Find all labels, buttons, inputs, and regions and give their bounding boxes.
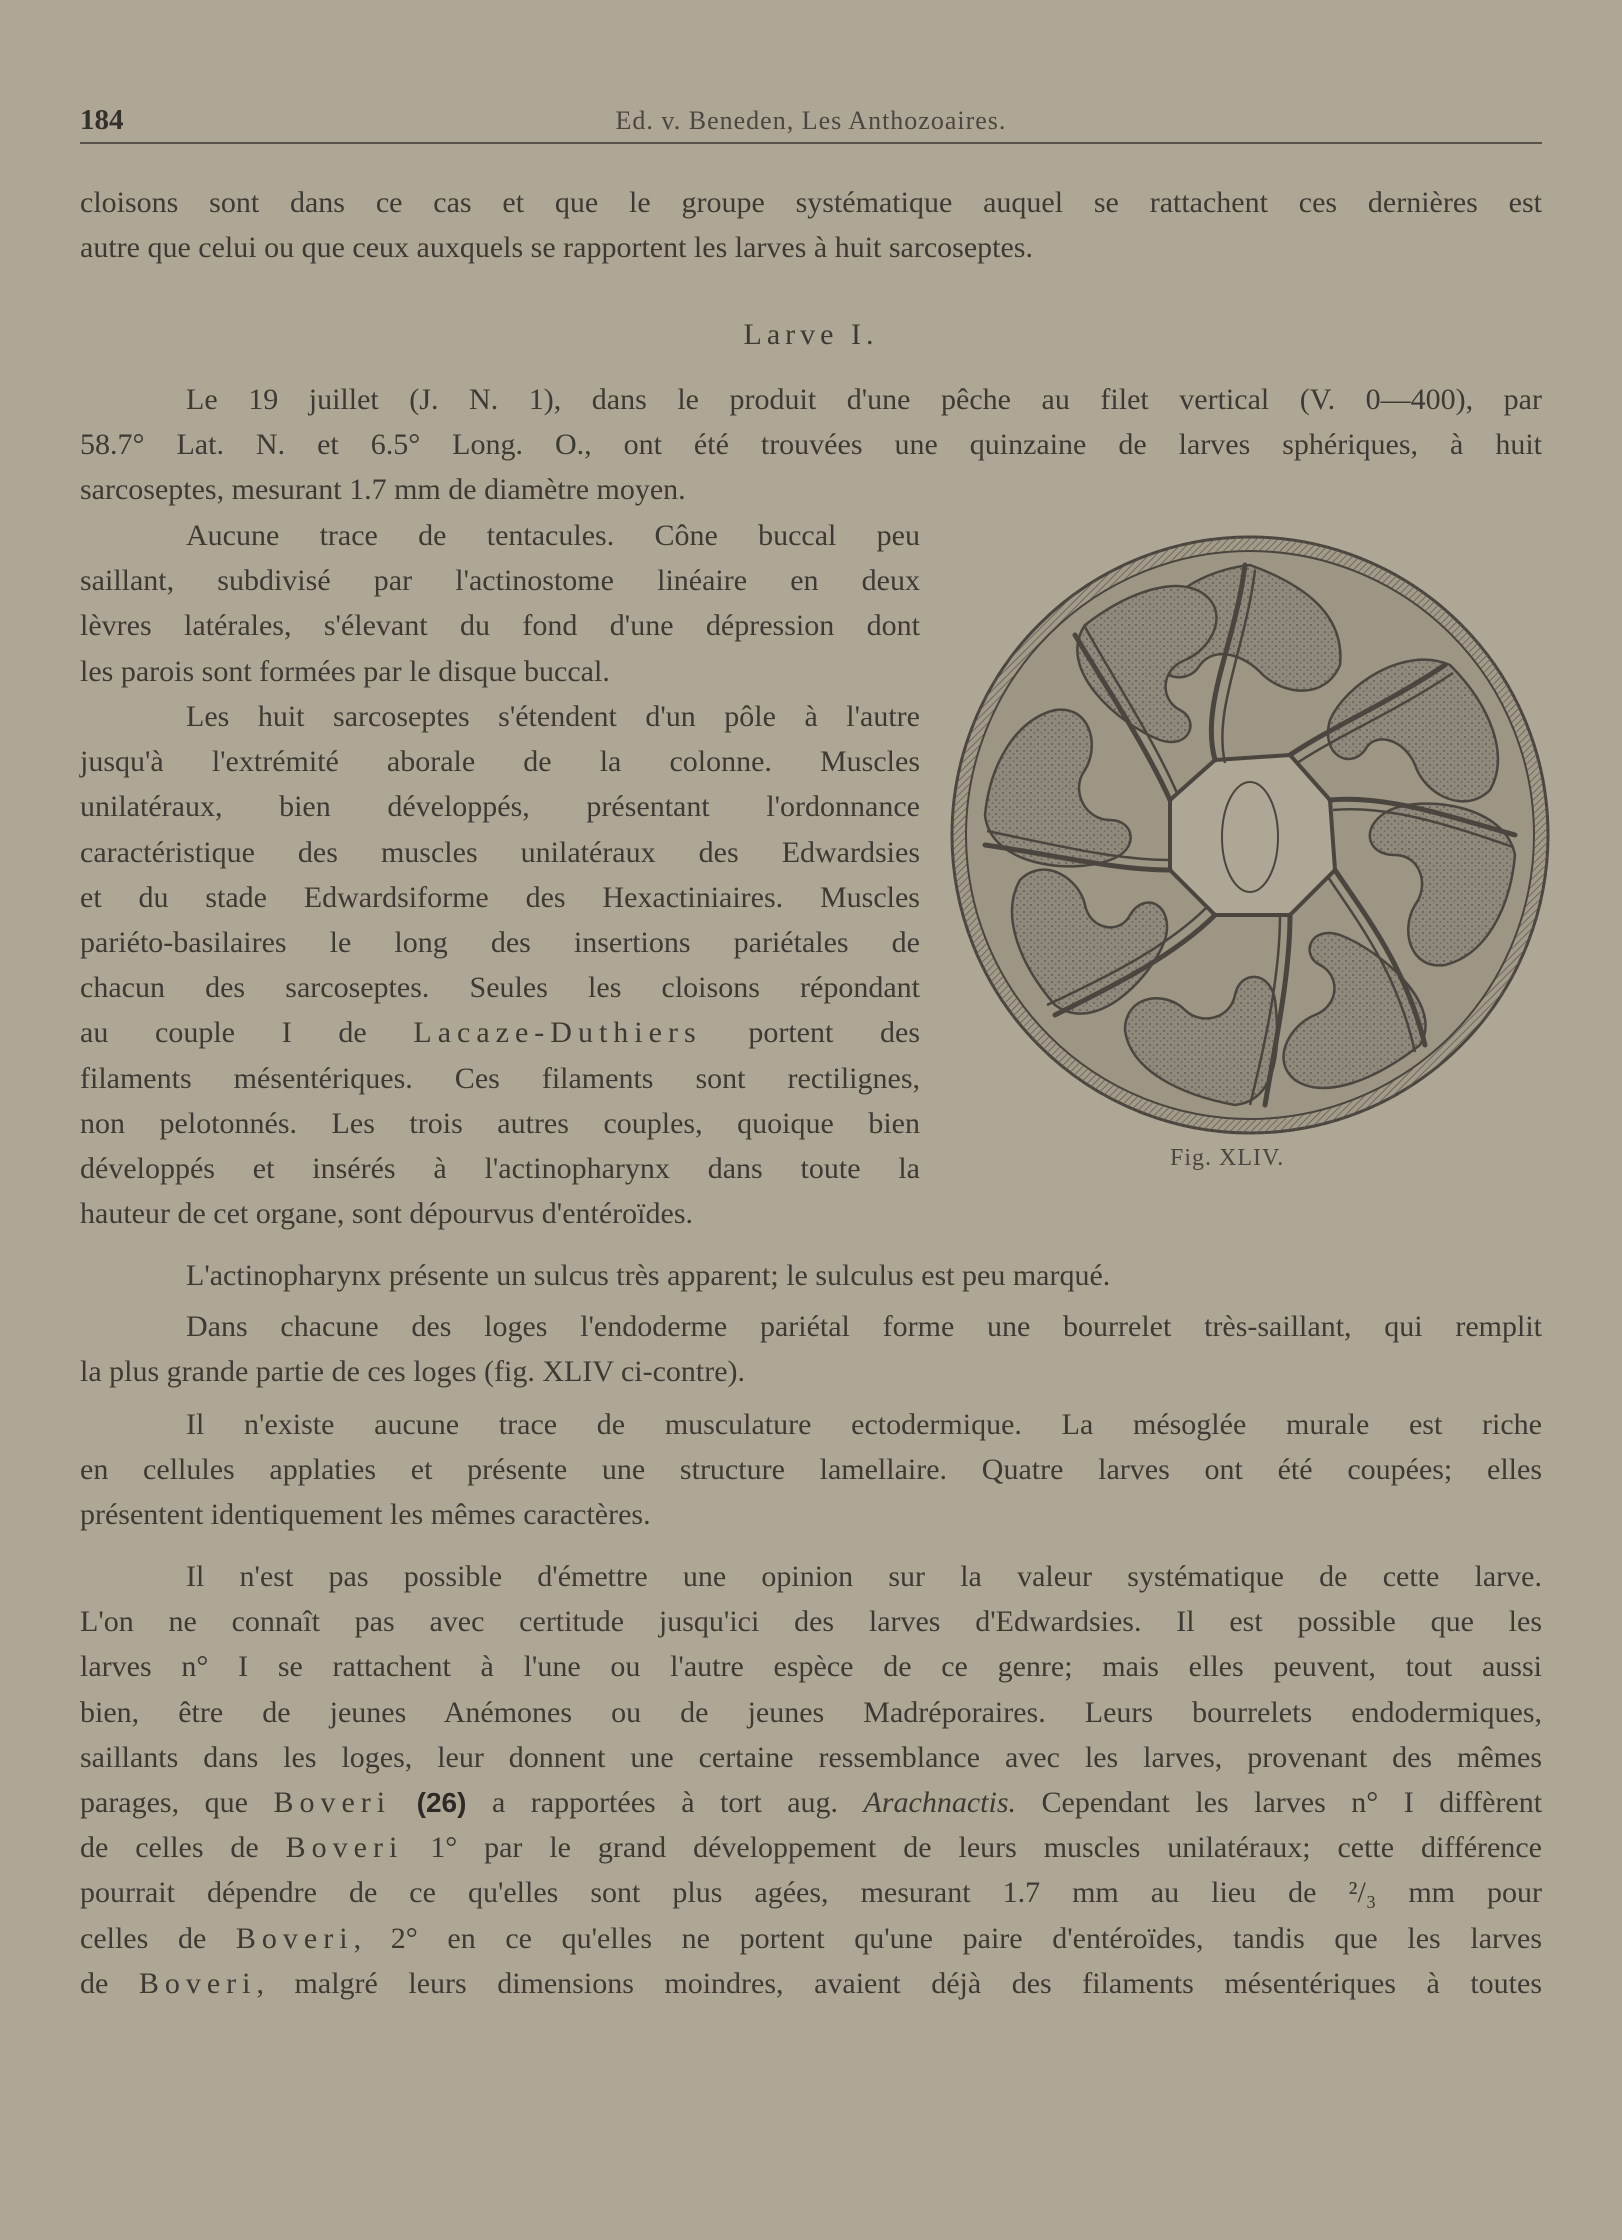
text-segment: , malgré leurs dimensions moindres, avaient déjà des filaments mésentériques à toutes — [256, 1966, 1543, 2000]
text-line: caractéristique des muscles unilatéraux des Edwardsies — [80, 835, 920, 869]
intro-paragraph — [80, 180, 1542, 270]
text-segment: celles de — [80, 1921, 207, 1955]
text-segment: au couple I de — [80, 1016, 367, 1050]
text-segment: parages, que — [80, 1786, 248, 1820]
larva-cross-section-icon — [945, 525, 1557, 1137]
paragraph-actinopharynx — [80, 1253, 1542, 1298]
text-line — [80, 1780, 1542, 1825]
paragraph-endoderm — [80, 1304, 1542, 1394]
text-segment: de — [80, 1966, 109, 2000]
text-line: lèvres latérales, s'élevant du fond d'une dépression dont — [80, 609, 920, 643]
text-line: Il n'existe aucune trace de musculature ectodermique. La mésoglée murale est riche — [186, 1408, 1542, 1441]
text-line: unilatéraux, bien développés, présentant l'ordonnance — [80, 790, 920, 824]
text-segment: , 2° en ce qu'elles ne portent qu'une paire d'entéroïdes, tandis que les larves — [353, 1921, 1542, 1955]
figure-caption: Fig. XLIV. — [1170, 1145, 1285, 1171]
text-line: L'actinopharynx présente un sulcus très apparent; le sulculus est peu marqué. — [186, 1259, 1111, 1292]
text-line: cloisons sont dans ce cas et que le groupe systématique auquel se rattachent ces dernières est — [80, 186, 1542, 219]
text-line: L'on ne connaît pas avec certitude jusqu'ici des larves d'Edwardsies. Il est possible que les — [80, 1605, 1542, 1639]
text-line — [80, 1825, 1542, 1870]
text-line: autre que celui ou que ceux auxquels se rapportent les larves à huit sarcoseptes. — [80, 231, 1033, 265]
text-line: non pelotonnés. Les trois autres couples, quoique bien — [80, 1106, 920, 1140]
text-line: bien, être de jeunes Anémones ou de jeunes Madréporaires. Leurs bourrelets endodermiques, — [80, 1695, 1542, 1729]
figure-xliv — [945, 525, 1557, 1137]
author-name: Lacaze-Duthiers — [413, 1016, 702, 1050]
text-segment: pourrait dépendre de ce qu'elles sont plus agées, mesurant 1.7 mm au lieu de — [80, 1876, 1317, 1910]
text-line: développés et insérés à l'actinopharynx dans toute la — [80, 1152, 920, 1186]
paragraph-musculature — [80, 1402, 1542, 1538]
author-name: Boveri — [138, 1966, 257, 2000]
text-line: Le 19 juillet (J. N. 1), dans le produit d'une pêche au filet vertical (V. 0—400), par — [186, 383, 1542, 416]
text-segment: Cependant les larves n° I diffèrent — [1041, 1786, 1543, 1820]
text-line: 58.7° Lat. N. et 6.5° Long. O., ont été trouvées une quinzaine de larves sphériques, à huit — [80, 428, 1542, 462]
text-line: saillant, subdivisé par l'actinostome linéaire en deux — [80, 564, 920, 598]
paragraph-systematic-value — [80, 1554, 1542, 2006]
text-line: hauteur de cet organe, sont dépourvus d'entéroïdes. — [80, 1197, 693, 1231]
text-line: présentent identiquement les mêmes caractères. — [80, 1498, 651, 1532]
text-line: les parois sont formées par le disque buccal. — [80, 654, 610, 688]
page-number: 184 — [80, 104, 124, 136]
text-line: larves n° I se rattachent à l'une ou l'autre espèce de ce genre; mais elles peuvent, tout aussi — [80, 1650, 1542, 1684]
paragraph-septa — [80, 694, 920, 1236]
text-line: sarcoseptes, mesurant 1.7 mm de diamètre moyen. — [80, 473, 686, 507]
author-name: Boveri — [285, 1831, 404, 1865]
text-line — [80, 1916, 1542, 1961]
text-line — [80, 1010, 920, 1055]
text-line: chacun des sarcoseptes. Seules les cloisons répondant — [80, 971, 920, 1005]
author-name: Boveri — [273, 1786, 392, 1820]
paragraph-mouth — [80, 513, 920, 694]
running-head: Ed. v. Beneden, Les Anthozoaires. — [615, 106, 1007, 135]
text-line: Aucune trace de tentacules. Cône buccal peu — [186, 519, 920, 552]
text-line: la plus grande partie de ces loges (fig. XLIV ci-contre). — [80, 1355, 746, 1389]
text-segment: portent des — [748, 1016, 920, 1050]
page-header — [80, 104, 1542, 144]
text-line: jusqu'à l'extrémité aborale de la colonne. Muscles — [80, 745, 920, 779]
text-line: en cellules applaties et présente une structure lamellaire. Quatre larves ont été coupées; elles — [80, 1453, 1542, 1487]
text-line: Dans chacune des loges l'endoderme pariétal forme une bourrelet très-saillant, qui remplit — [186, 1310, 1542, 1343]
text-line: saillants dans les loges, leur donnent une certaine ressemblance avec les larves, provenant des mêmes — [80, 1740, 1542, 1774]
fraction: ²/₃ — [1348, 1876, 1377, 1910]
text-line — [80, 1870, 1542, 1915]
paragraph-collection — [80, 377, 1542, 513]
text-line: filaments mésentériques. Ces filaments sont rectilignes, — [80, 1061, 920, 1095]
text-segment: 1° par le grand développement de leurs muscles unilatéraux; cette différence — [430, 1831, 1542, 1865]
text-segment: de celles de — [80, 1831, 259, 1865]
text-line: et du stade Edwardsiforme des Hexactiniaires. Muscles — [80, 880, 920, 914]
text-line: Les huit sarcoseptes s'étendent d'un pôle à l'autre — [186, 700, 920, 733]
genus-name: Arachnactis. — [863, 1786, 1017, 1820]
author-name: Boveri — [235, 1921, 354, 1955]
text-line: Il n'est pas possible d'émettre une opinion sur la valeur systématique de cette larve. — [186, 1560, 1542, 1593]
text-segment: mm pour — [1408, 1876, 1542, 1910]
section-heading: Larve I. — [743, 318, 879, 351]
reference-number: (26) — [416, 1787, 467, 1819]
text-line: pariéto-basilaires le long des insertions pariétales de — [80, 926, 920, 960]
text-segment: a rapportées à tort aug. — [491, 1786, 839, 1820]
text-line — [80, 1961, 1542, 2006]
